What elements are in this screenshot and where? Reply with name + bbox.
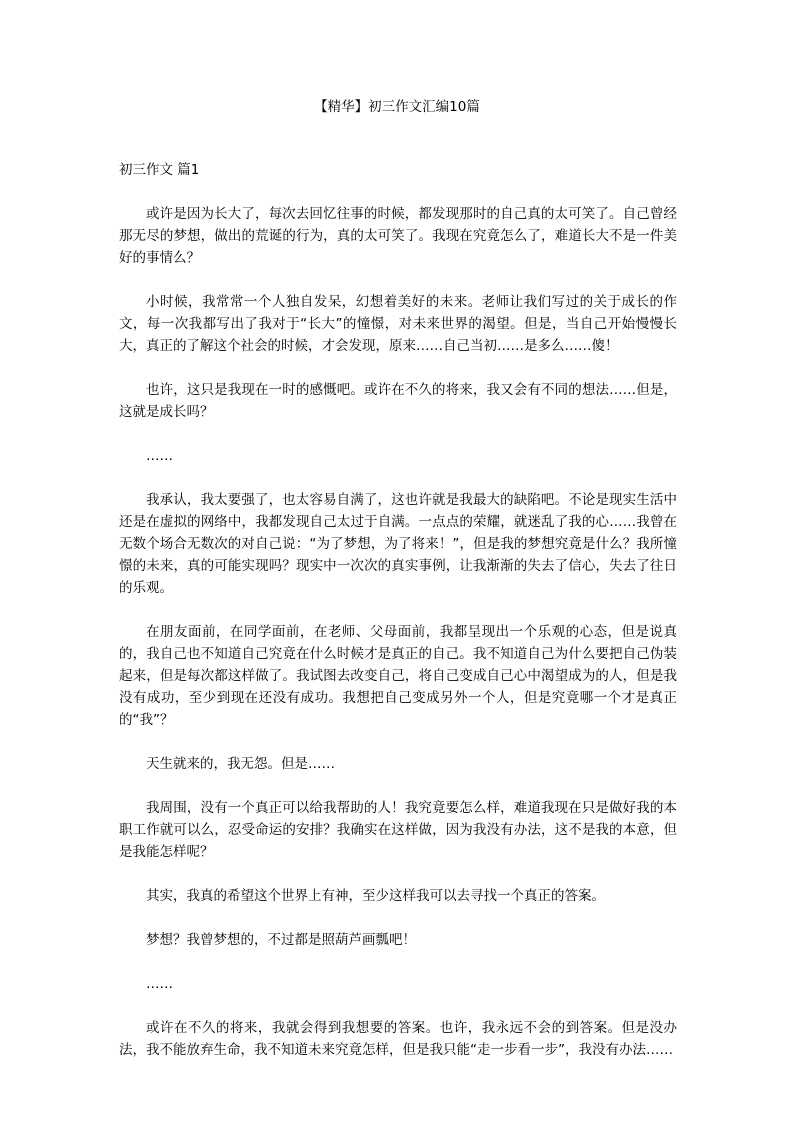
section-title: 初三作文 篇1 (119, 162, 200, 178)
paragraph-7: 我周围，没有一个真正可以给我帮助的人！我究竟要怎么样，难道我现在只是做好我的本职工作就可以么，忍受命运的安排？我确实在这样做，因为我没有办法，这不是我的本意，但是我能怎样呢？ (119, 800, 677, 860)
paragraph-5: 在朋友面前，在同学面前，在老师、父母面前，我都呈现出一个乐观的心态，但是说真的，我自己也不知道自己究竟在什么时候才是真正的自己。我不知道自己为什么要把自己伪装起来，但是每次都这样做了。我试图去改变自己，将自己变成自己心中渴望成为的人，但是我没有成功，至少到现在还没有成功。我想把自己变成另外一个人，但是究竟哪一个才是真正的“我”？ (119, 624, 677, 728)
ellipsis-break-2: …… (146, 976, 173, 992)
paragraph-3: 也许，这只是我现在一时的感慨吧。或许在不久的将来，我又会有不同的想法……但是，这就是成长吗？ (119, 382, 677, 420)
document-title: 【精华】初三作文汇编10篇 (314, 99, 480, 115)
paragraph-1: 或许是因为长大了，每次去回忆往事的时候，都发现那时的自己真的太可笑了。自己曾经那无尽的梦想，做出的荒诞的行为，真的太可笑了。我现在究竟怎么了，难道长大不是一件美好的事情么？ (119, 206, 677, 266)
paragraph-2: 小时候，我常常一个人独自发呆，幻想着美好的未来。老师让我们写过的关于成长的作文，每一次我都写出了我对于“长大”的憧憬，对未来世界的渴望。但是，当自己开始慢慢长大，真正的了解这个社会的时候，才会发现，原来……自己当初……是多么……傻！ (119, 294, 677, 354)
ellipsis-break-1: …… (146, 448, 173, 464)
paragraph-6: 天生就来的，我无怨。但是…… (146, 756, 335, 772)
paragraph-9: 梦想？我曾梦想的，不过都是照葫芦画瓢吧！ (146, 932, 416, 948)
essay-body (119, 203, 677, 1083)
paragraph-8: 其实，我真的希望这个世界上有神，至少这样我可以去寻找一个真正的答案。 (146, 888, 605, 904)
paragraph-10: 或许在不久的将来，我就会得到我想要的答案。也许，我永远不会的到答案。但是没办法，我不能放弃生命，我不知道未来究竟怎样，但是我只能“走一步看一步”，我没有办法…… (119, 1020, 677, 1058)
paragraph-4: 我承认，我太要强了，也太容易自满了，这也许就是我最大的缺陷吧。不论是现实生活中还是在虚拟的网络中，我都发现自己太过于自满。一点点的荣耀，就迷乱了我的心……我曾在无数个场合无数次的对自己说：“为了梦想，为了将来！”，但是我的梦想究竟是什么？我所憧憬的未来，真的可能实现吗？现实中一次次的真实事例，让我渐渐的失去了信心，失去了往日的乐观。 (119, 492, 677, 596)
